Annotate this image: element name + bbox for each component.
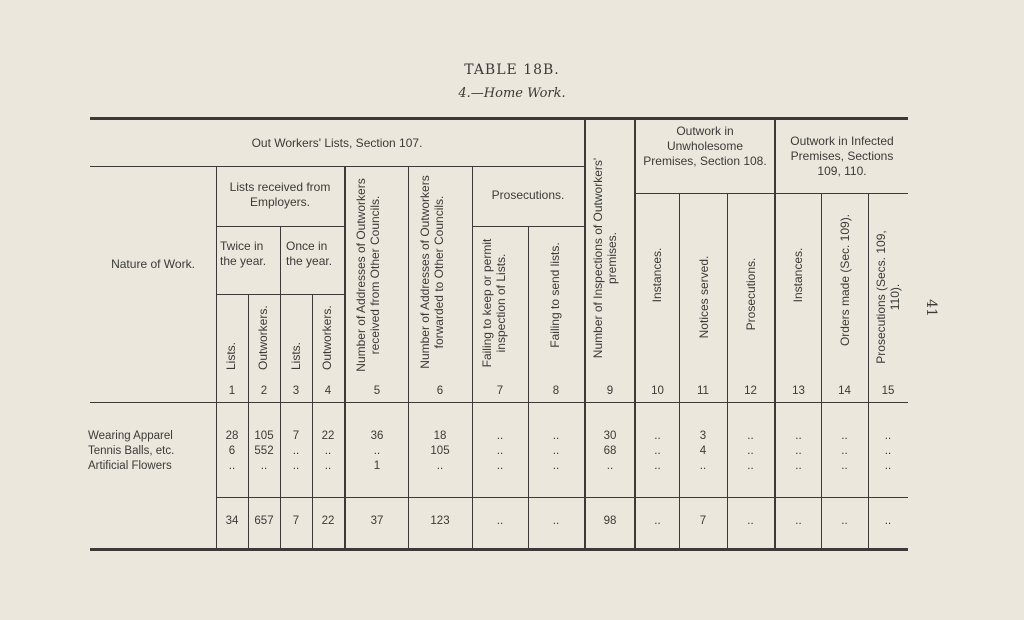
- vrule: [472, 166, 473, 548]
- col2-header: Outworkers.: [256, 305, 270, 370]
- table-cell: ..: [884, 445, 892, 457]
- col8-header: Failing to send lists.: [548, 242, 562, 348]
- table-cell: 105: [254, 430, 274, 442]
- total-cell: 123: [430, 515, 450, 527]
- col15-header: Prosecutions (Secs. 109, 110).: [874, 230, 902, 364]
- col12-header: Prosecutions.: [744, 257, 758, 331]
- table-cell: 68: [603, 445, 617, 457]
- once-header: Once in the year.: [286, 239, 333, 268]
- table-cell: ..: [552, 445, 560, 457]
- col1-header: Lists.: [224, 341, 238, 370]
- total-cell: ..: [747, 515, 754, 527]
- total-cell: ..: [654, 515, 661, 527]
- row-label: Wearing Apparel: [88, 430, 173, 442]
- table-cell: ..: [260, 460, 268, 472]
- header-rule-e: [634, 193, 908, 194]
- row-label: Tennis Balls, etc.: [88, 445, 175, 457]
- page-number: 41: [922, 299, 939, 317]
- nature-of-work-header: Nature of Work.: [111, 257, 195, 271]
- col7-header: Failing to keep or permit inspection of Lists.: [480, 238, 508, 368]
- table-subtitle: 4.—Home Work.: [458, 86, 566, 101]
- table-cell: 1: [373, 460, 381, 472]
- column-number: 5: [373, 385, 381, 397]
- table-cell: ..: [292, 460, 300, 472]
- header-bottom-rule: [90, 402, 908, 403]
- column-number: 15: [881, 385, 895, 397]
- table-cell: 36: [370, 430, 384, 442]
- vrule: [584, 117, 586, 548]
- table-cell: ..: [747, 430, 754, 442]
- table-cell: 552: [254, 445, 274, 457]
- table-cell: 7: [292, 430, 300, 442]
- vrule: [727, 193, 728, 548]
- table-cell: ..: [841, 460, 848, 472]
- column-number: 6: [436, 385, 444, 397]
- total-cell: 657: [254, 515, 274, 527]
- table-cell: 30: [603, 430, 617, 442]
- infected-header: Outwork in Infected Premises, Sections 109, 110.: [790, 134, 894, 178]
- col3-header: Lists.: [289, 341, 303, 370]
- total-cell: ..: [841, 515, 848, 527]
- total-cell: ..: [884, 515, 892, 527]
- table-cell: 6: [228, 445, 236, 457]
- vrule: [821, 193, 822, 548]
- vrule: [774, 117, 776, 548]
- table-cell: ..: [496, 430, 504, 442]
- totals-rule: [216, 497, 908, 498]
- table-cell: 22: [321, 430, 335, 442]
- table-cell: ..: [324, 460, 332, 472]
- table-cell: ..: [373, 445, 381, 457]
- col6-header: Number of Addresses of Outworkers forwarded to Other Councils.: [418, 175, 446, 369]
- col14-header: Orders made (Sec. 109).: [838, 213, 852, 347]
- vrule: [868, 193, 869, 548]
- table-cell: 4: [699, 445, 707, 457]
- table-cell: ..: [228, 460, 236, 472]
- total-cell: 7: [699, 515, 707, 527]
- total-cell: ..: [795, 515, 802, 527]
- col9-header: Number of Inspections of Outworkers' premises.: [591, 157, 619, 359]
- vrule: [312, 294, 313, 548]
- vrule: [679, 193, 680, 548]
- vrule: [634, 117, 636, 548]
- table-cell: ..: [606, 460, 614, 472]
- table-cell: ..: [795, 445, 802, 457]
- table-cell: ..: [747, 460, 754, 472]
- column-number: 3: [292, 385, 300, 397]
- col4-header: Outworkers.: [320, 305, 334, 370]
- column-number: 1: [228, 385, 236, 397]
- column-number: 9: [606, 385, 614, 397]
- column-number: 14: [838, 385, 851, 397]
- table-cell: ..: [654, 430, 661, 442]
- column-number: 8: [552, 385, 560, 397]
- vrule: [216, 166, 217, 548]
- table-cell: ..: [324, 445, 332, 457]
- vrule: [344, 166, 346, 548]
- table-cell: ..: [292, 445, 300, 457]
- table-cell: ..: [884, 430, 892, 442]
- column-number: 4: [324, 385, 332, 397]
- column-number: 12: [744, 385, 757, 397]
- table-cell: ..: [795, 430, 802, 442]
- table-cell: ..: [884, 460, 892, 472]
- outworkers-lists-header: Out Workers' Lists, Section 107.: [251, 136, 423, 150]
- table-cell: ..: [552, 460, 560, 472]
- table-cell: ..: [436, 460, 444, 472]
- prosecutions-header: Prosecutions.: [491, 188, 565, 202]
- total-cell: 98: [603, 515, 617, 527]
- table-cell: 105: [430, 445, 450, 457]
- table-title: TABLE 18B.: [464, 62, 560, 78]
- column-number: 10: [651, 385, 664, 397]
- column-number: 7: [496, 385, 504, 397]
- table-cell: ..: [654, 445, 661, 457]
- row-label: Artificial Flowers: [88, 460, 172, 472]
- column-number: 11: [697, 385, 709, 397]
- column-number: 2: [260, 385, 268, 397]
- table-cell: ..: [699, 460, 707, 472]
- bottom-rule: [90, 548, 908, 551]
- table-cell: ..: [496, 445, 504, 457]
- table-cell: 3: [699, 430, 707, 442]
- col10-header: Instances.: [650, 247, 664, 303]
- twice-header: Twice in the year.: [220, 239, 267, 268]
- header-rule-a: [90, 166, 584, 167]
- total-cell: 22: [321, 515, 335, 527]
- table-cell: ..: [654, 460, 661, 472]
- table-cell: ..: [795, 460, 802, 472]
- col11-header: Notices served.: [697, 255, 711, 339]
- unwholesome-header: Outwork in Unwholesome Premises, Section 108.: [643, 124, 767, 168]
- col5-header: Number of Addresses of Outworkers received from Other Councils.: [354, 178, 382, 372]
- lists-received-header: Lists received from Employers.: [229, 180, 331, 209]
- table-cell: ..: [496, 460, 504, 472]
- table-cell: ..: [552, 430, 560, 442]
- column-number: 13: [792, 385, 805, 397]
- table-cell: ..: [841, 430, 848, 442]
- vrule: [408, 166, 409, 548]
- total-cell: 34: [225, 515, 239, 527]
- table-cell: 28: [225, 430, 239, 442]
- total-cell: 7: [292, 515, 300, 527]
- table-cell: 18: [433, 430, 447, 442]
- total-cell: ..: [496, 515, 504, 527]
- total-cell: ..: [552, 515, 560, 527]
- col13-header: Instances.: [791, 247, 805, 303]
- table-cell: ..: [841, 445, 848, 457]
- total-cell: 37: [370, 515, 384, 527]
- vrule: [248, 294, 249, 548]
- top-rule: [90, 117, 908, 120]
- table-cell: ..: [747, 445, 754, 457]
